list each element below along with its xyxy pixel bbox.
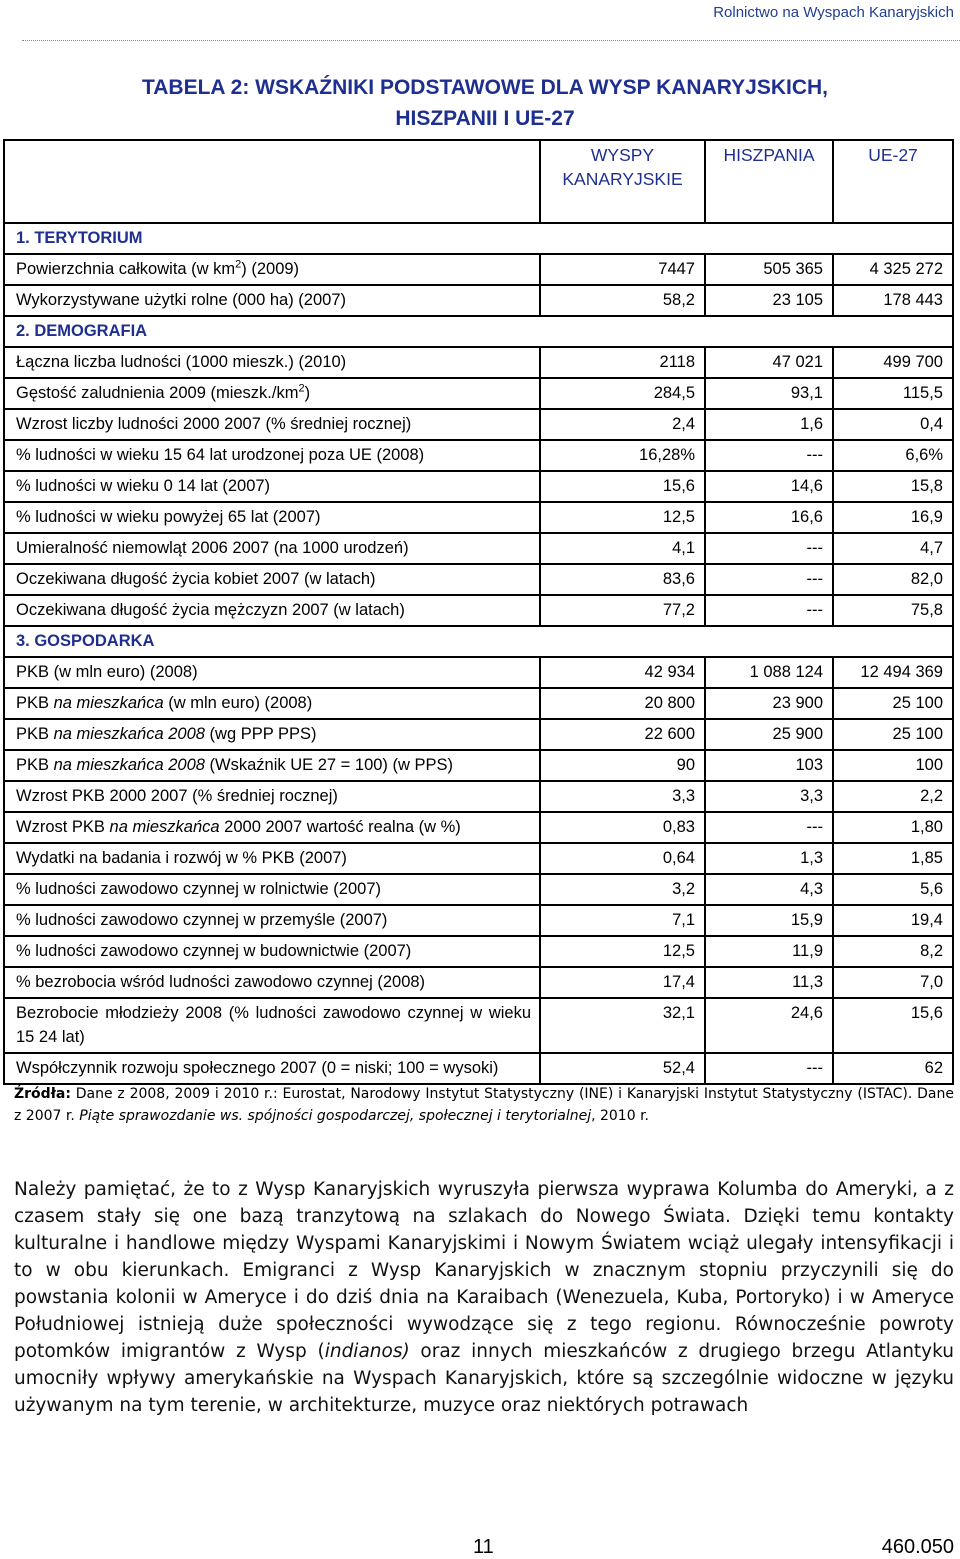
section-heading: 2. DEMOGRAFIA [4, 316, 953, 347]
value-canary-islands: 2,4 [540, 409, 705, 440]
col-header-eu27: UE-27 [833, 140, 953, 223]
indicator-label-text: (wg PPP PPS) [204, 725, 317, 743]
paragraph-italic: indianos) [324, 1341, 410, 1362]
value-eu27: 6,6% [833, 440, 953, 471]
value-spain: 25 900 [705, 719, 833, 750]
indicator-label: % ludności w wieku 0 14 lat (2007) [4, 471, 540, 502]
table-row [4, 502, 953, 533]
value-spain: --- [705, 440, 833, 471]
value-spain: 1,6 [705, 409, 833, 440]
indicator-label: Bezrobocie młodzieży 2008 (% ludności zawodowo czynnej w wieku 15 24 lat) [4, 998, 540, 1053]
value-spain: --- [705, 1053, 833, 1084]
value-spain: 11,3 [705, 967, 833, 998]
sources-text: Dane z 2008, 2009 i 2010 r.: Eurostat, Narodowy Instytut Statystyczny (INE) i Kanaryjski Instytut Statystyczny (ISTAC). Dane z 2007 r. [14, 1086, 954, 1124]
table-title [0, 72, 960, 134]
value-canary-islands: 77,2 [540, 595, 705, 626]
value-canary-islands: 4,1 [540, 533, 705, 564]
document-code: 460.050 [881, 1536, 954, 1558]
value-spain: 93,1 [705, 378, 833, 409]
col-header-canary-islands: WYSPY KANARYJSKIE [540, 140, 705, 223]
indicator-label-text: Gęstość zaludnienia 2009 (mieszk./km [16, 384, 299, 402]
indicator-label: Wykorzystywane użytki rolne (000 ha) (2007) [4, 285, 540, 316]
value-canary-islands: 90 [540, 750, 705, 781]
value-eu27: 2,2 [833, 781, 953, 812]
sources-publication: Piąte sprawozdanie ws. spójności gospodarczej, społecznej i terytorialnej [79, 1108, 592, 1124]
paragraph-text-2: oraz innych mieszkańców z drugiego brzegu Atlantyku umocniły wpływy amerykańskie na Wyspach Kanaryjskich, które są szczególnie widoczne w języku używanym na tym terenie, w architekturze, muzyce oraz niektórych potrawach [14, 1341, 954, 1416]
table-row [4, 564, 953, 595]
running-header: Rolnictwo na Wyspach Kanaryjskich [713, 4, 954, 21]
value-eu27: 25 100 [833, 688, 953, 719]
table-row [4, 905, 953, 936]
value-canary-islands: 0,83 [540, 812, 705, 843]
indicator-label-text: Wzrost PKB [16, 818, 110, 836]
value-eu27: 178 443 [833, 285, 953, 316]
section-row [4, 316, 953, 347]
value-spain: --- [705, 533, 833, 564]
indicator-label: % ludności w wieku powyżej 65 lat (2007) [4, 502, 540, 533]
value-canary-islands: 12,5 [540, 936, 705, 967]
value-spain: 24,6 [705, 998, 833, 1053]
value-eu27: 19,4 [833, 905, 953, 936]
indicators-table [3, 139, 954, 1085]
indicator-label: Umieralność niemowląt 2006 2007 (na 1000 urodzeń) [4, 533, 540, 564]
indicator-label [4, 688, 540, 719]
value-spain: 23 900 [705, 688, 833, 719]
value-spain: 16,6 [705, 502, 833, 533]
value-eu27: 5,6 [833, 874, 953, 905]
indicator-label-italic: na mieszkańca [53, 694, 164, 712]
value-canary-islands: 7,1 [540, 905, 705, 936]
sources-year: , 2010 r. [591, 1108, 649, 1124]
value-canary-islands: 52,4 [540, 1053, 705, 1084]
indicator-label: % ludności zawodowo czynnej w rolnictwie (2007) [4, 874, 540, 905]
value-eu27: 4 325 272 [833, 254, 953, 285]
table-header-row [4, 140, 953, 223]
value-canary-islands: 58,2 [540, 285, 705, 316]
indicator-label-text: ) (2009) [241, 260, 300, 278]
indicator-label-text: PKB [16, 756, 54, 774]
table-row [4, 750, 953, 781]
indicator-label: Wzrost liczby ludności 2000 2007 (% średniej rocznej) [4, 409, 540, 440]
value-canary-islands: 42 934 [540, 657, 705, 688]
value-eu27: 75,8 [833, 595, 953, 626]
value-eu27: 82,0 [833, 564, 953, 595]
indicator-label-text: (w mln euro) (2008) [163, 694, 313, 712]
value-eu27: 15,8 [833, 471, 953, 502]
section-row [4, 626, 953, 657]
indicator-label-text: ) [304, 384, 311, 402]
section-heading: 3. GOSPODARKA [4, 626, 953, 657]
superscript-2: 2 [235, 258, 242, 271]
indicator-label-text: Powierzchnia całkowita (w km [16, 260, 236, 278]
value-spain: 15,9 [705, 905, 833, 936]
paragraph-text-1: Należy pamiętać, że to z Wysp Kanaryjskich wyruszyła pierwsza wyprawa Kolumba do Ameryki, a z czasem stały się one bazą tranzytową na szlakach do Nowego Świata. Dzięki temu kontakty kulturalne i handlowe między Wyspami Kanaryjskimi i Nowym Światem wciąż ulegały intensyfikacji i to w obu kierunkach. Emigranci z Wysp Kanaryjskich w znacznym stopniu przyczynili się do powstania kolonii w Ameryce i do dziś dnia na Karaibach (Wenezuela, Kuba, Portoryko) i w Ameryce Południowej istnieją duże społeczności wywodzące się z tego regionu. Równocześnie powroty potomków imigrantów z Wysp ( [14, 1179, 954, 1362]
value-eu27: 15,6 [833, 998, 953, 1053]
indicator-label-italic: na mieszkańca 2008 [53, 756, 205, 774]
value-spain: 505 365 [705, 254, 833, 285]
table-title-line-2: HISZPANII I UE-27 [395, 107, 575, 130]
indicator-label [4, 812, 540, 843]
value-eu27: 62 [833, 1053, 953, 1084]
value-canary-islands: 22 600 [540, 719, 705, 750]
value-spain: 1 088 124 [705, 657, 833, 688]
indicator-label-italic: na mieszkańca 2008 [53, 725, 205, 743]
indicator-label: % bezrobocia wśród ludności zawodowo czynnej (2008) [4, 967, 540, 998]
value-spain: 4,3 [705, 874, 833, 905]
indicator-label: % ludności zawodowo czynnej w przemyśle (2007) [4, 905, 540, 936]
table-row [4, 254, 953, 285]
indicator-label [4, 254, 540, 285]
value-spain: 103 [705, 750, 833, 781]
indicator-label [4, 719, 540, 750]
value-spain: 1,3 [705, 843, 833, 874]
table-row [4, 688, 953, 719]
value-eu27: 1,85 [833, 843, 953, 874]
table-row [4, 440, 953, 471]
table-row [4, 347, 953, 378]
indicator-label: Wydatki na badania i rozwój w % PKB (2007) [4, 843, 540, 874]
value-eu27: 7,0 [833, 967, 953, 998]
table-row [4, 719, 953, 750]
section-heading: 1. TERYTORIUM [4, 223, 953, 254]
table-row [4, 471, 953, 502]
value-spain: --- [705, 564, 833, 595]
indicator-label-italic: na mieszkańca [109, 818, 220, 836]
table-row [4, 409, 953, 440]
superscript-2: 2 [298, 382, 305, 395]
header-empty-cell [4, 140, 540, 223]
value-eu27: 12 494 369 [833, 657, 953, 688]
section-row [4, 223, 953, 254]
value-canary-islands: 17,4 [540, 967, 705, 998]
indicator-label: Oczekiwana długość życia mężczyzn 2007 (w latach) [4, 595, 540, 626]
table-row [4, 657, 953, 688]
indicator-label-text: (Wskaźnik UE 27 = 100) (w PPS) [204, 756, 454, 774]
table-row [4, 595, 953, 626]
indicator-label: PKB (w mln euro) (2008) [4, 657, 540, 688]
sources-label: Źródła: [14, 1086, 71, 1102]
value-eu27: 0,4 [833, 409, 953, 440]
indicator-label: Łączna liczba ludności (1000 mieszk.) (2010) [4, 347, 540, 378]
value-spain: 11,9 [705, 936, 833, 967]
value-canary-islands: 15,6 [540, 471, 705, 502]
table-row [4, 843, 953, 874]
header-divider [22, 40, 960, 41]
value-canary-islands: 284,5 [540, 378, 705, 409]
value-eu27: 16,9 [833, 502, 953, 533]
table-row [4, 285, 953, 316]
indicator-label: Współczynnik rozwoju społecznego 2007 (0 = niski; 100 = wysoki) [4, 1053, 540, 1084]
table-row [4, 1053, 953, 1084]
table-title-line-1: TABELA 2: WSKAŹNIKI PODSTAWOWE DLA WYSP KANARYJSKICH, [141, 76, 828, 99]
table-row [4, 967, 953, 998]
value-eu27: 8,2 [833, 936, 953, 967]
col-header-spain: HISZPANIA [705, 140, 833, 223]
table-row [4, 936, 953, 967]
value-canary-islands: 32,1 [540, 998, 705, 1053]
value-eu27: 25 100 [833, 719, 953, 750]
table-row [4, 998, 953, 1053]
value-spain: --- [705, 812, 833, 843]
value-spain: 3,3 [705, 781, 833, 812]
indicator-label: % ludności zawodowo czynnej w budownictwie (2007) [4, 936, 540, 967]
value-canary-islands: 2118 [540, 347, 705, 378]
value-eu27: 4,7 [833, 533, 953, 564]
table-row [4, 874, 953, 905]
indicator-label: % ludności w wieku 15 64 lat urodzonej poza UE (2008) [4, 440, 540, 471]
table-row [4, 781, 953, 812]
value-eu27: 115,5 [833, 378, 953, 409]
indicator-label-text: PKB [16, 725, 54, 743]
value-eu27: 100 [833, 750, 953, 781]
value-eu27: 499 700 [833, 347, 953, 378]
value-spain: 23 105 [705, 285, 833, 316]
value-canary-islands: 7447 [540, 254, 705, 285]
value-canary-islands: 20 800 [540, 688, 705, 719]
indicator-label: Wzrost PKB 2000 2007 (% średniej rocznej) [4, 781, 540, 812]
table-row [4, 812, 953, 843]
body-paragraph [14, 1176, 954, 1419]
value-spain: --- [705, 595, 833, 626]
indicator-label: Oczekiwana długość życia kobiet 2007 (w latach) [4, 564, 540, 595]
indicator-label [4, 378, 540, 409]
value-canary-islands: 3,2 [540, 874, 705, 905]
value-canary-islands: 16,28% [540, 440, 705, 471]
value-canary-islands: 12,5 [540, 502, 705, 533]
indicator-label-text: PKB [16, 694, 54, 712]
indicator-label-text: 2000 2007 wartość realna (w %) [219, 818, 461, 836]
value-eu27: 1,80 [833, 812, 953, 843]
value-canary-islands: 0,64 [540, 843, 705, 874]
value-spain: 14,6 [705, 471, 833, 502]
value-canary-islands: 83,6 [540, 564, 705, 595]
indicator-label [4, 750, 540, 781]
value-spain: 47 021 [705, 347, 833, 378]
page-number: 11 [473, 1536, 494, 1558]
value-canary-islands: 3,3 [540, 781, 705, 812]
table-row [4, 378, 953, 409]
table-row [4, 533, 953, 564]
sources-note [14, 1083, 954, 1127]
